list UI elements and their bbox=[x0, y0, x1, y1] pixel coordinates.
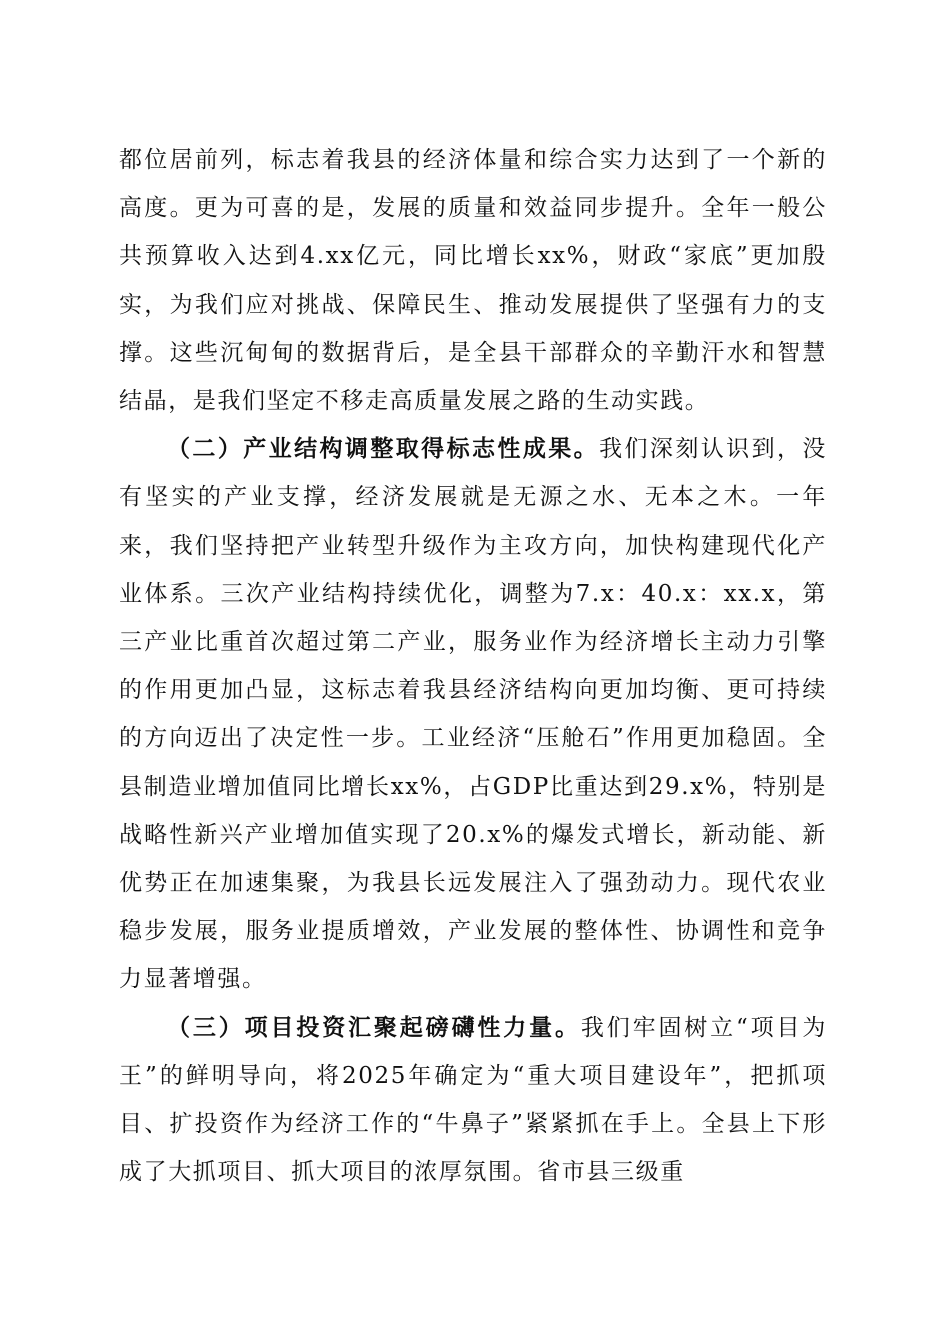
document-body bbox=[119, 136, 827, 1196]
paragraph-industrial-structure bbox=[119, 425, 827, 1003]
paragraph-project-investment bbox=[119, 1004, 827, 1197]
section-heading-three: （三）项目投资汇聚起磅礴性力量。 bbox=[167, 1013, 581, 1041]
paragraph-text: 我们牢固树立“项目为王”的鲜明导向，将2025年确定为“重大项目建设年”，把抓项目、扩投资作为经济工作的“牛鼻子”紧紧抓在手上。全县上下形成了大抓项目、抓大项目的浓厚氛围。省市县三级重 bbox=[119, 1014, 827, 1186]
paragraph-gdp-continued bbox=[119, 136, 827, 425]
section-heading-two: （二）产业结构调整取得标志性成果。 bbox=[167, 435, 600, 463]
paragraph-text: 我们深刻认识到，没有坚实的产业支撑，经济发展就是无源之水、无本之木。一年来，我们坚持把产业转型升级作为主攻方向，加快构建现代化产业体系。三次产业结构持续优化，调整为7.x：40.x：xx.x，第三产业比重首次超过第二产业，服务业作为经济增长主动力引擎的作用更加凸显，这标志着我县经济结构向更加均衡、更可持续的方向迈出了决定性一步。工业经济“压舱石”作用更加稳固。全县制造业增加值同比增长xx%，占GDP比重达到29.x%，特别是战略性新兴产业增加值实现了20.x%的爆发式增长，新动能、新优势正在加速集聚，为我县长远发展注入了强劲动力。现代农业稳步发展，服务业提质增效，产业发展的整体性、协调性和竞争力显著增强。 bbox=[119, 436, 828, 993]
paragraph-text: 都位居前列，标志着我县的经济体量和综合实力达到了一个新的高度。更为可喜的是，发展的质量和效益同步提升。全年一般公共预算收入达到4.xx亿元，同比增长xx%，财政“家底”更加殷实，为我们应对挑战、保障民生、推动发展提供了坚强有力的支撑。这些沉甸甸的数据背后，是全县干部群众的辛勤汗水和智慧结晶，是我们坚定不移走高质量发展之路的生动实践。 bbox=[119, 147, 827, 415]
